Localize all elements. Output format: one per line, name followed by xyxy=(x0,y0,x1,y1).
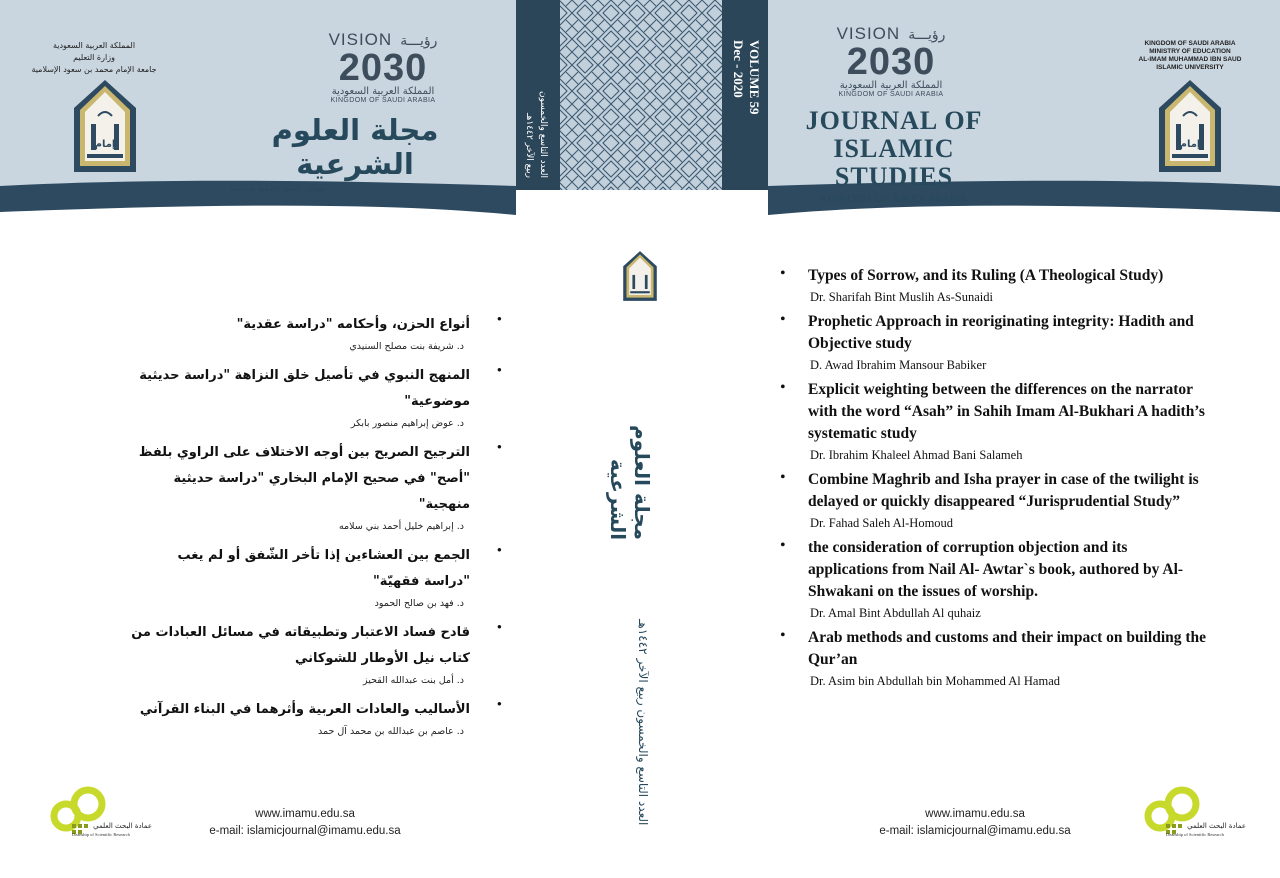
journal-subtitle-en: KINGDOM OF SAUDI ARABIA xyxy=(821,194,967,205)
cover-header-band xyxy=(0,0,1280,215)
journal-title-en-line1: JOURNAL OF xyxy=(805,106,983,135)
vision-ksa-en: KINGDOM OF SAUDI ARABIA xyxy=(838,91,944,98)
article-author: Dr. Asim bin Abdullah bin Mohammed Al Hamad xyxy=(810,674,1060,688)
deanship-label-en: Deanship of Scientific Research xyxy=(72,832,130,837)
spine-issue-header-ar xyxy=(522,28,550,178)
bullet: • xyxy=(780,469,786,486)
list-item xyxy=(130,440,502,534)
journal-title-en-line2: ISLAMIC STUDIES xyxy=(833,134,955,191)
article-author-ar: د. عاصم بن عبدالله بن محمد آل حمد xyxy=(318,726,464,737)
article-title-ar: الأساليب والعادات العربية وأثرهما في البناء القرآني xyxy=(139,702,470,717)
ministry-line-en: AL-IMAM MUHAMMAD IBN SAUD xyxy=(1138,56,1242,63)
article-title: Combine Maghrib and Isha prayer in case of the twilight is delayed or quickly disappeared “Jurisprudential Study” xyxy=(808,471,1199,510)
list-item xyxy=(130,543,502,611)
english-articles-list xyxy=(780,265,1210,695)
website-link[interactable]: www.imamu.edu.sa xyxy=(255,808,355,820)
list-item xyxy=(130,312,502,354)
spine-volume: VOLUME 59 xyxy=(747,40,762,115)
article-author: Dr. Amal Bint Abdullah Al quhaiz xyxy=(810,606,981,620)
journal-title-ar: مجلة العلوم الشرعية xyxy=(271,113,439,181)
email-link[interactable]: e-mail: islamicjournal@imamu.edu.sa xyxy=(879,825,1071,837)
list-item xyxy=(780,537,1210,621)
article-title: Types of Sorrow, and its Ruling (A Theological Study) xyxy=(808,267,1164,284)
ministry-line: وزارة التعليم xyxy=(73,53,115,62)
ministry-line: جامعة الإمام محمد بن سعود الإسلامية xyxy=(31,65,157,74)
bullet: • xyxy=(496,440,502,456)
spine-volume-block xyxy=(730,40,762,180)
article-title-ar: الجمع بين العشاءين إذا تأخر الشّفق أو لم يغب "دراسة فقهيّة" xyxy=(177,548,470,589)
university-seal-logo xyxy=(72,78,138,174)
ministry-line-en: ISLAMIC UNIVERSITY xyxy=(1156,64,1224,71)
spine-date: Dec - 2020 xyxy=(731,40,746,98)
list-item xyxy=(780,311,1210,373)
article-author-ar: د. أمل بنت عبدالله القحيز xyxy=(363,675,464,686)
bullet: • xyxy=(496,543,502,559)
list-item xyxy=(780,627,1210,689)
vision-ksa-ar: المملكة العربية السعودية xyxy=(839,80,943,91)
spine-seal-logo xyxy=(622,250,658,302)
list-item xyxy=(780,469,1210,531)
ministry-line-en: KINGDOM OF SAUDI ARABIA xyxy=(1144,40,1236,47)
vision-ksa-en: KINGDOM OF SAUDI ARABIA xyxy=(330,97,436,104)
bullet: • xyxy=(496,312,502,328)
deanship-logo-left xyxy=(42,786,152,847)
seal-lettering: إمام xyxy=(1179,139,1201,150)
ministry-line-en: MINISTRY OF EDUCATION xyxy=(1149,48,1231,55)
ministry-block-en xyxy=(1128,40,1252,72)
bullet: • xyxy=(496,697,502,713)
article-title-ar: أنواع الحزن، وأحكامه "دراسة عقدية" xyxy=(236,317,470,332)
article-author-ar: د. شريفة بنت مصلح السنيدي xyxy=(349,341,464,352)
bullet: • xyxy=(496,363,502,379)
spine-issue-ar: العدد التاسع والخمسون xyxy=(538,91,548,178)
article-title: the consideration of corruption objection and its applications from Nail Al- Awtar`s book, authored by Al-Shwakani on the issues of worship. xyxy=(808,539,1184,600)
bullet: • xyxy=(780,537,786,554)
article-title: Arab methods and customs and their impact on building the Qur’an xyxy=(808,629,1207,668)
article-author: Dr. Sharifah Bint Muslih As-Sunaidi xyxy=(810,290,993,304)
seal-lettering: إمام xyxy=(94,139,116,150)
journal-title-ar-block xyxy=(215,113,495,194)
article-author: D. Awad Ibrahim Mansour Babiker xyxy=(810,358,987,372)
list-item xyxy=(130,363,502,431)
deanship-label-ar: عمادة البحث العلمي xyxy=(93,822,152,830)
vision-word-ar: رؤيـــة xyxy=(908,27,946,43)
email-link[interactable]: e-mail: islamicjournal@imamu.edu.sa xyxy=(209,825,401,837)
vision-word: VISION xyxy=(836,24,901,43)
spine-date-ar: ربيع الآخر ١٤٤٢هـ xyxy=(524,113,534,178)
bullet: • xyxy=(780,379,786,396)
vision-2030-logo-en xyxy=(826,24,956,98)
article-title: Prophetic Approach in reoriginating integrity: Hadith and Objective study xyxy=(808,313,1194,352)
deanship-logo-right xyxy=(1136,786,1248,847)
journal-subtitle-ar: مجلة علمية فصلية محكمة xyxy=(229,184,326,194)
arabic-articles-list xyxy=(130,312,502,748)
vision-year: 2030 xyxy=(338,47,428,89)
bullet: • xyxy=(496,620,502,636)
article-author-ar: د. عوض إبراهيم منصور بابكر xyxy=(350,418,464,429)
vision-word: VISION xyxy=(328,30,393,49)
contact-block-right xyxy=(850,806,1100,840)
university-seal-logo xyxy=(1157,78,1223,174)
article-author-ar: د. فهد بن صالح الحمود xyxy=(374,598,464,609)
vision-ksa-ar: المملكة العربية السعودية xyxy=(331,86,435,97)
ministry-block-ar xyxy=(22,40,166,76)
article-title-ar: قادح فساد الاعتبار وتطبيقاته في مسائل العبادات من كتاب نيل الأوطار للشوكاني xyxy=(131,625,470,666)
article-title-ar: الترجيح الصريح بين أوجه الاختلاف على الراوي بلفظ "أصح" في صحيح الإمام البخاري "دراسة حديثية منهجية" xyxy=(138,445,470,512)
list-item xyxy=(780,265,1210,305)
article-title: Explicit weighting between the differences on the narrator with the word “Asah” in Sahih Imam Al-Bukhari A hadith’s systematic study xyxy=(808,381,1205,442)
bullet: • xyxy=(780,627,786,644)
list-item xyxy=(130,620,502,688)
contact-block-left xyxy=(180,806,430,840)
website-link[interactable]: www.imamu.edu.sa xyxy=(925,808,1025,820)
spine-journal-title-ar: مجلة العلوم الشرعية xyxy=(606,424,654,540)
deanship-label-ar: عمادة البحث العلمي xyxy=(1187,822,1246,830)
bullet: • xyxy=(780,311,786,328)
journal-title-en-block xyxy=(780,107,1008,205)
list-item xyxy=(780,379,1210,463)
bullet: • xyxy=(780,265,786,282)
deanship-label-en: Deanship of Scientific Research xyxy=(1166,832,1224,837)
ministry-line: المملكة العربية السعودية xyxy=(52,41,136,50)
article-author-ar: د. إبراهيم خليل أحمد بني سلامه xyxy=(338,521,464,532)
article-author: Dr. Ibrahim Khaleel Ahmad Bani Salameh xyxy=(810,448,1023,462)
vision-year: 2030 xyxy=(846,41,936,83)
list-item xyxy=(130,697,502,739)
spine-issue-ar: العدد التاسع والخمسون ربيع الآخر ١٤٤٢هـ xyxy=(636,618,650,825)
vision-word-ar: رؤيـــة xyxy=(400,33,438,49)
article-author: Dr. Fahad Saleh Al-Homoud xyxy=(810,516,954,530)
vision-2030-logo xyxy=(318,30,448,104)
article-title-ar: المنهج النبوي في تأصيل خلق النزاهة "دراسة حديثية موضوعية" xyxy=(139,368,470,409)
